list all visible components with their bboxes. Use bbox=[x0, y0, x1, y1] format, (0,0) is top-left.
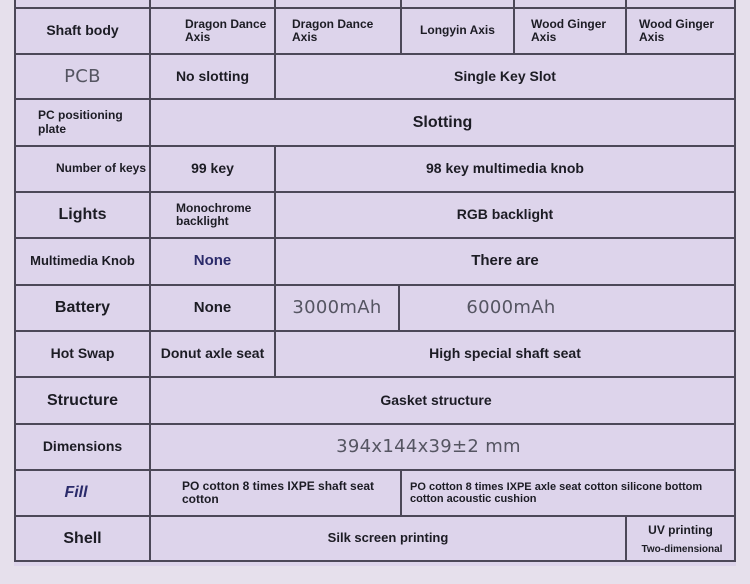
row-label-positioning-plate: PC positioning plate bbox=[38, 108, 123, 136]
row-label-pcb: PCB bbox=[64, 65, 101, 87]
row-label-shell: Shell bbox=[63, 529, 102, 547]
row-divider bbox=[14, 560, 736, 562]
shaft-option-2: Dragon Dance Axis bbox=[292, 16, 374, 44]
column-divider bbox=[274, 0, 276, 54]
column-divider bbox=[513, 0, 515, 54]
shell-option-1: Silk screen printing bbox=[327, 530, 449, 546]
hot-swap-option-1: Donut axle seat bbox=[160, 345, 265, 362]
row-label-lights: Lights bbox=[58, 206, 107, 224]
row-label-hot-swap: Hot Swap bbox=[50, 345, 115, 362]
fill-option-2: PO cotton 8 times IXPE axle seat cotton silicone bottom cotton acoustic cushion bbox=[410, 480, 703, 505]
knob-option-2: There are bbox=[471, 252, 539, 270]
pcb-option-2: Single Key Slot bbox=[454, 67, 556, 84]
knob-option-1: None bbox=[193, 252, 232, 270]
shaft-option-5: Wood Ginger Axis bbox=[639, 16, 715, 44]
structure-option: Gasket structure bbox=[380, 391, 492, 408]
pcb-option-1: No slotting bbox=[175, 67, 250, 84]
keys-option-2: 98 key multimedia knob bbox=[426, 160, 584, 177]
fill-option-1: PO cotton 8 times IXPE shaft seat cotton bbox=[182, 478, 375, 506]
dimensions-value: 394x144x39±2 mm bbox=[336, 436, 521, 458]
row-label-structure: Structure bbox=[46, 391, 119, 409]
keys-option-1: 99 key bbox=[191, 160, 234, 177]
plate-option: Slotting bbox=[412, 113, 473, 131]
shaft-option-1: Dragon Dance Axis bbox=[185, 16, 267, 44]
battery-option-2: 3000mAh bbox=[292, 297, 382, 319]
battery-option-3: 6000mAh bbox=[466, 297, 556, 319]
row-label-shaft-body: Shaft body bbox=[46, 22, 119, 39]
battery-option-1: None bbox=[193, 298, 232, 316]
column-divider bbox=[734, 0, 736, 562]
lights-option-1: Monochrome backlight bbox=[176, 200, 252, 228]
spec-table bbox=[14, 0, 736, 566]
shell-option-3: Two-dimensional bbox=[641, 543, 723, 555]
row-label-dimensions: Dimensions bbox=[42, 438, 123, 455]
row-label-multimedia-knob: Multimedia Knob bbox=[30, 253, 135, 269]
lights-option-2: RGB backlight bbox=[456, 206, 554, 223]
row-label-battery: Battery bbox=[54, 299, 111, 317]
row-label-number-of-keys: Number of keys bbox=[55, 161, 147, 176]
shaft-option-4: Wood Ginger Axis bbox=[531, 16, 607, 44]
row-label-fill: Fill bbox=[64, 484, 88, 502]
shell-option-2: UV printing bbox=[648, 523, 713, 538]
column-divider bbox=[625, 0, 627, 54]
shaft-option-3: Longyin Axis bbox=[420, 23, 495, 38]
column-divider bbox=[400, 469, 402, 517]
hot-swap-option-2: High special shaft seat bbox=[429, 345, 581, 362]
